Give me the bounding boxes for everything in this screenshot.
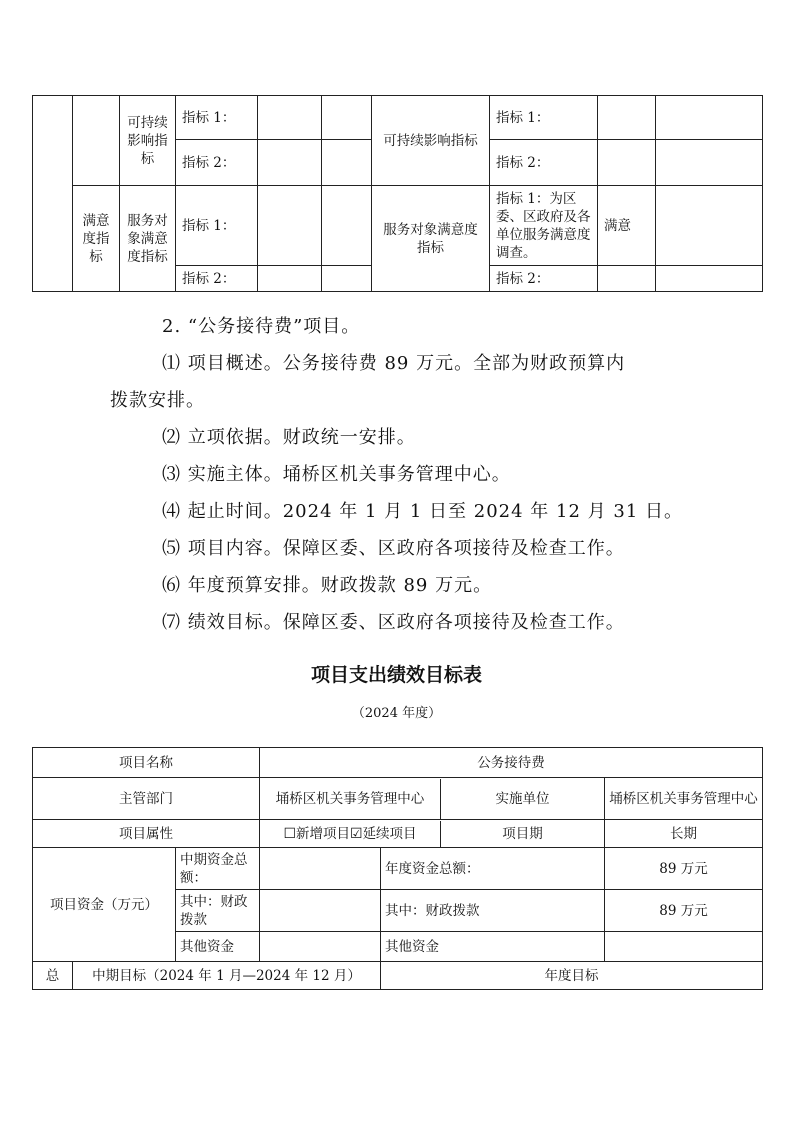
blank-cell	[656, 186, 763, 266]
indicator-2: 指标 2：	[176, 140, 258, 186]
other-label: 其他资金	[176, 932, 260, 962]
paragraph-goal: ⑺ 绩效目标。保障区委、区政府各项接待及检查工作。	[162, 612, 625, 633]
blank-cell	[258, 96, 322, 140]
blank-cell	[260, 890, 381, 932]
service-indicator-1: 指标 1：	[176, 186, 258, 266]
indicator-table-continued	[32, 95, 763, 292]
blank-cell	[322, 140, 372, 186]
annual-goal-label: 年度目标	[381, 962, 763, 990]
table-subtitle: （2024 年度）	[351, 706, 442, 721]
blank-cell	[322, 96, 372, 140]
blank-cell	[260, 932, 381, 962]
mid-total-label: 中期资金总额：	[176, 848, 260, 890]
blank-cell	[322, 186, 372, 266]
impl-label: 实施单位	[440, 779, 604, 819]
fiscal-label: 其中：财政拨款	[176, 890, 260, 932]
sustain-label: 可持续影响指标	[120, 96, 176, 186]
project-name-label: 项目名称	[33, 748, 260, 778]
blank-cell	[598, 266, 656, 292]
blank-cell	[598, 140, 656, 186]
period-value: 长期	[605, 820, 763, 848]
blank-cell	[605, 932, 763, 962]
paragraph-content: ⑸ 项目内容。保障区委、区政府各项接待及检查工作。	[162, 538, 625, 559]
service-indicator-2: 指标 2：	[176, 266, 258, 292]
blank-cell	[656, 140, 763, 186]
other-label-right: 其他资金	[381, 932, 605, 962]
performance-goal-table	[32, 747, 763, 990]
sustain-label-right: 可持续影响指标	[372, 96, 490, 186]
blank-cell	[258, 186, 322, 266]
blank-cell	[258, 266, 322, 292]
attr-label: 项目属性	[33, 820, 260, 848]
annual-total-label: 年度资金总额：	[381, 848, 605, 890]
section-heading: 2. “公务接待费”项目。	[162, 316, 361, 337]
continued-project-checkbox[interactable]: ☑	[350, 825, 363, 842]
attr-cell	[260, 820, 605, 848]
indicator-2-right: 指标 2：	[490, 140, 598, 186]
fund-label: 项目资金（万元）	[33, 848, 176, 962]
blank-cell	[656, 96, 763, 140]
fiscal-label-right: 其中：财政拨款	[381, 890, 605, 932]
service-indicator-2-right: 指标 2：	[490, 266, 598, 292]
mid-goal-label: 中期目标（2024 年 1 月—2024 年 12 月）	[73, 962, 381, 990]
dept-impl-cell	[260, 778, 605, 820]
blank-cell	[322, 266, 372, 292]
paragraph-overview-cont: 拨款安排。	[110, 390, 205, 411]
fiscal-value: 89 万元	[605, 890, 763, 932]
indicator-1: 指标 1：	[176, 96, 258, 140]
dept-value: 埇桥区机关事务管理中心	[275, 790, 425, 807]
blank-cell	[656, 266, 763, 292]
service-label-right: 服务对象满意度指标	[372, 186, 490, 292]
impl-value: 埇桥区机关事务管理中心	[605, 778, 763, 820]
attr-options	[260, 825, 440, 843]
paragraph-period: ⑷ 起止时间。2024 年 1 月 1 日至 2024 年 12 月 31 日。	[162, 501, 683, 522]
blank-cell	[260, 848, 381, 890]
blank-cell	[598, 96, 656, 140]
service-label: 服务对象满意度指标	[120, 186, 176, 292]
satisfaction-group-label: 满意度指标	[73, 186, 120, 292]
dept-label: 主管部门	[33, 778, 260, 820]
total-label: 总	[33, 962, 73, 990]
paragraph-budget: ⑹ 年度预算安排。财政拨款 89 万元。	[162, 575, 493, 596]
paragraph-basis: ⑵ 立项依据。财政统一安排。	[162, 427, 416, 448]
project-name-value: 公务接待费	[260, 748, 763, 778]
blank-cell	[73, 96, 120, 186]
new-project-label: 新增项目	[296, 825, 350, 842]
continued-project-label: 延续项目	[362, 825, 417, 842]
paragraph-overview: ⑴ 项目概述。公务接待费 89 万元。全部为财政预算内	[162, 353, 626, 374]
service-value-right: 满意	[598, 186, 656, 266]
blank-cell	[258, 140, 322, 186]
blank-cell	[33, 96, 73, 292]
paragraph-subject: ⑶ 实施主体。埇桥区机关事务管理中心。	[162, 464, 511, 485]
service-indicator-1-right: 指标 1：为区委、区政府及各单位服务满意度调查。	[490, 186, 598, 266]
new-project-checkbox[interactable]: ☐	[283, 825, 296, 842]
period-label: 项目期	[440, 821, 604, 847]
project-description	[110, 308, 683, 641]
annual-total-value: 89 万元	[605, 848, 763, 890]
table-title: 项目支出绩效目标表	[310, 664, 482, 686]
indicator-1-right: 指标 1：	[490, 96, 598, 140]
